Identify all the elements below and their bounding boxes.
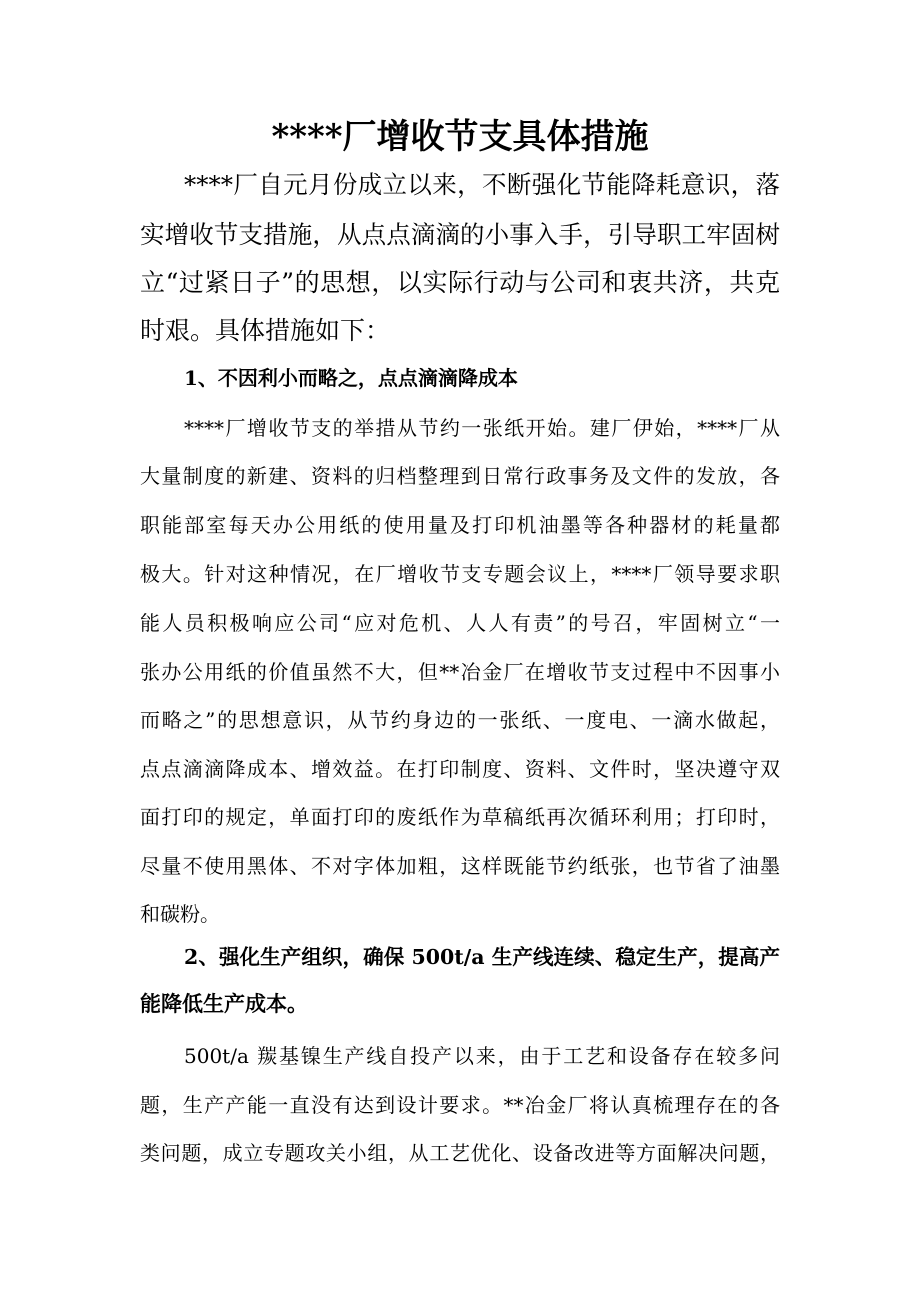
section-1-heading: 1、不因利小而略之，点点滴滴降成本 — [184, 366, 518, 390]
section-1-line: 职能部室每天办公用纸的使用量及打印机油墨等各种器材的耗量都 — [140, 513, 780, 537]
intro-line-2: 实增收节支措施，从点点滴滴的小事入手，引导职工牢固树 — [140, 220, 780, 249]
document-title: ****厂增收节支具体措施 — [271, 117, 649, 157]
section-1-line: 张办公用纸的价值虽然不大，但**冶金厂在增收节支过程中不因事小 — [140, 660, 780, 684]
section-1-line: 点点滴滴降成本、增效益。在打印制度、资料、文件时，坚决遵守双 — [140, 757, 780, 781]
intro-line-4: 时艰。具体措施如下： — [140, 316, 391, 345]
section-2-line: 500t/a 羰基镍生产线自投产以来，由于工艺和设备存在较多问 — [184, 1044, 780, 1068]
section-1-line: 尽量不使用黑体、不对字体加粗，这样既能节约纸张，也节省了油墨 — [140, 854, 780, 878]
section-1-line: 和碳粉。 — [140, 902, 220, 926]
section-2-heading-line-1: 2、强化生产组织，确保 500t/a 生产线连续、稳定生产，提高产 — [184, 945, 780, 969]
section-1-line: 而略之”的思想意识，从节约身边的一张纸、一度电、一滴水做起， — [140, 708, 780, 732]
section-2-heading-line-2: 能降低生产成本。 — [140, 991, 308, 1016]
section-1-line: 大量制度的新建、资料的归档整理到日常行政事务及文件的发放，各 — [140, 464, 780, 488]
section-1-line: ****厂增收节支的举措从节约一张纸开始。建厂伊始，****厂从 — [184, 416, 780, 440]
section-2-line: 题，生产产能一直没有达到设计要求。**冶金厂将认真梳理存在的各 — [140, 1093, 780, 1117]
section-2-line: 类问题，成立专题攻关小组，从工艺优化、设备改进等方面解决问题， — [140, 1141, 780, 1165]
intro-line-1: ****厂自元月份成立以来，不断强化节能降耗意识，落 — [184, 170, 780, 199]
intro-line-3: 立“过紧日子”的思想，以实际行动与公司和衷共济，共克 — [140, 268, 780, 297]
section-1-line: 能人员积极响应公司“应对危机、人人有责”的号召，牢固树立“一 — [140, 611, 780, 635]
section-1-line: 面打印的规定，单面打印的废纸作为草稿纸再次循环利用；打印时， — [140, 805, 780, 829]
section-1-line: 极大。针对这种情况，在厂增收节支专题会议上，****厂领导要求职 — [140, 562, 780, 586]
